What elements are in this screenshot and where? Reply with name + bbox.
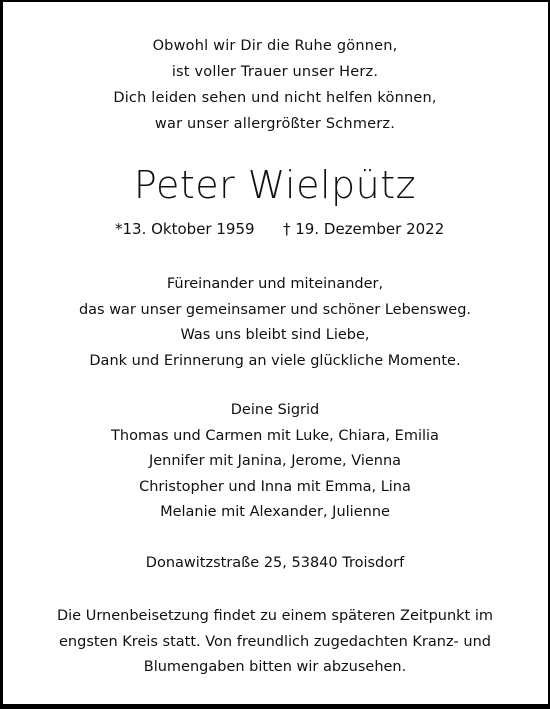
mourners-list — [0, 398, 550, 526]
verse-line: Was uns bleibt sind Liebe, — [180, 327, 370, 343]
verse-line: Dank und Erinnerung an viele glückliche Momente. — [89, 352, 461, 369]
memorial-verse — [0, 272, 550, 374]
verse-line: das war unser gemeinsamer und schöner Lebensweg. — [78, 301, 472, 318]
notice-line: engsten Kreis statt. Von freundlich zugedachten Kranz- und — [59, 633, 491, 650]
notice-line: Blumengaben bitten wir abzusehen. — [143, 659, 407, 675]
address — [0, 551, 550, 577]
poem-line: war unser allergrößter Schmerz. — [154, 116, 396, 132]
poem-line: ist voller Trauer unser Herz. — [171, 64, 379, 80]
address-line: Donawitzstraße 25, 53840 Troisdorf — [145, 555, 405, 571]
notice-line: Die Urnenbeisetzung findet zu einem späteren Zeitpunkt im — [56, 608, 494, 624]
burial-notice — [0, 604, 550, 681]
verse-line: Füreinander und miteinander, — [166, 276, 384, 292]
mourner-line: Deine Sigrid — [230, 402, 320, 418]
mourner-line: Thomas und Carmen mit Luke, Chiara, Emilia — [111, 427, 439, 444]
death-date: † 19. Dezember 2022 — [283, 220, 445, 238]
deceased-name: Peter Wielpütz — [133, 163, 417, 207]
opening-poem — [0, 33, 550, 137]
poem-line: Obwohl wir Dir die Ruhe gönnen, — [152, 38, 398, 54]
mourner-line: Jennifer mit Janina, Jerome, Vienna — [148, 453, 402, 469]
mourner-line: Christopher und Inna mit Emma, Lina — [139, 478, 411, 495]
birth-date: *13. Oktober 1959 — [115, 220, 255, 238]
mourner-line: Melanie mit Alexander, Julienne — [160, 504, 390, 520]
poem-line: Dich leiden sehen und nicht helfen können, — [113, 90, 437, 106]
